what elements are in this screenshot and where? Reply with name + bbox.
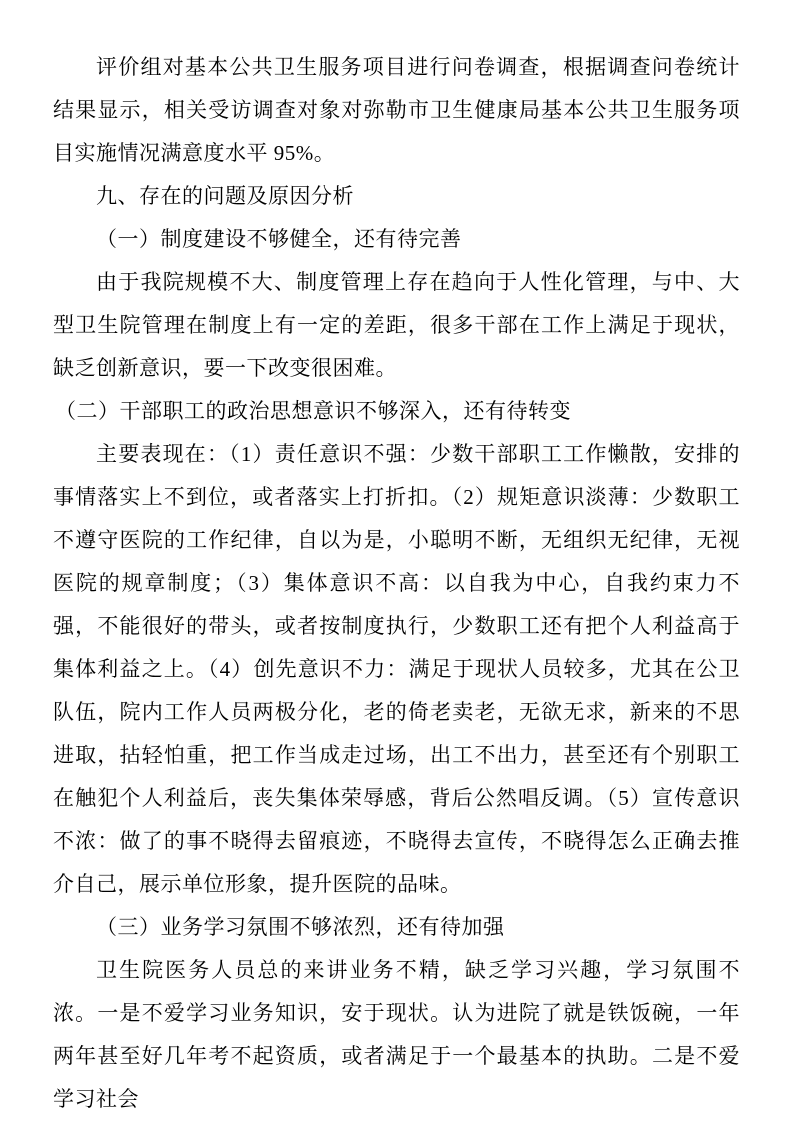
heading-section-nine: 九、存在的问题及原因分析 (96, 184, 354, 208)
heading-subsection-two: （二）干部职工的政治思想意识不够深入，还有待转变 (55, 399, 571, 423)
heading-subsection-three: （三）业务学习氛围不够浓烈，还有待加强 (96, 915, 505, 939)
paragraph-survey-satisfaction: 评价组对基本公共卫生服务项目进行问卷调查，根据调查问卷统计结果显示，相关受访调查对象对弥勒市卫生健康局基本公共卫生服务项目实施情况满意度水平 95%。 (53, 55, 740, 165)
paragraph-institution-system: 由于我院规模不大、制度管理上存在趋向于人性化管理，与中、大型卫生院管理在制度上有一定的差距，很多干部在工作上满足于现状，缺乏创新意识，要一下改变很困难。 (53, 270, 740, 380)
paragraph-main-manifestations: 主要表现在：（1）责任意识不强：少数干部职工工作懒散，安排的事情落实上不到位，或者落实上打折扣。（2）规矩意识淡薄：少数职工不遵守医院的工作纪律，自以为是，小聪明不断，无组织无纪律，无视医院的规章制度；（3）集体意识不高：以自我为中心，自我约束力不强，不能很好的带头，或者按制度执行，少数职工还有把个人利益高于集体利益之上。（4）创先意识不力：满足于现状人员较多，尤其在公卫队伍，院内工作人员两极分化，老的倚老卖老，无欲无求，新来的不思进取，拈轻怕重，把工作当成走过场，出工不出力，甚至还有个别职工在触犯个人利益后，丧失集体荣辱感，背后公然唱反调。（5）宣传意识不浓：做了的事不晓得去留痕迹，不晓得去宣传，不晓得怎么正确去推介自己，展示单位形象，提升医院的品味。 (53, 442, 740, 896)
document-content (53, 46, 740, 1121)
paragraph-learning-atmosphere: 卫生院医务人员总的来讲业务不精，缺乏学习兴趣，学习氛围不浓。一是不爱学习业务知识，安于现状。认为进院了就是铁饭碗，一年两年甚至好几年考不起资质，或者满足于一个最基本的执助。二是不爱学习社会 (53, 958, 740, 1111)
heading-subsection-one: （一）制度建设不够健全，还有待完善 (96, 227, 462, 251)
